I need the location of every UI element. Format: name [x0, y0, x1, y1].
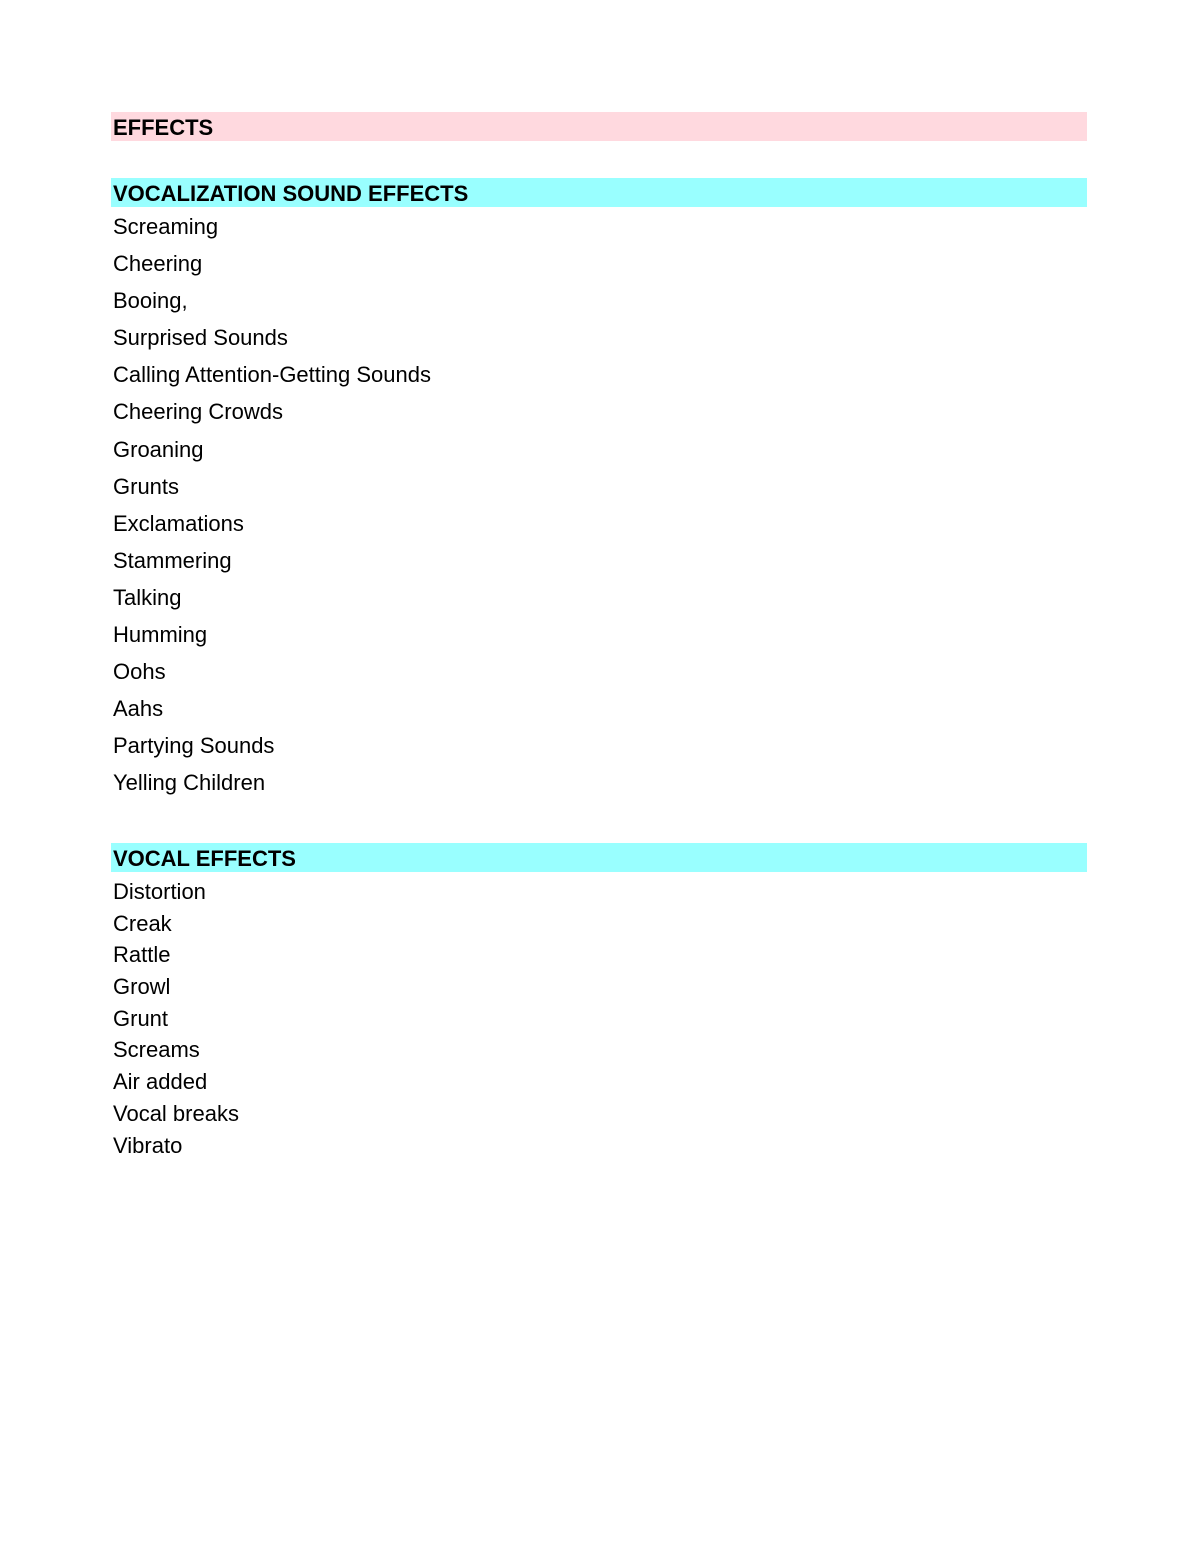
vocal-effects-list — [113, 876, 239, 1161]
list-item: Groaning — [113, 436, 204, 462]
list-item: Exclamations — [113, 510, 244, 536]
list-item: Cheering Crowds — [113, 399, 283, 425]
list-item: Cheering — [113, 251, 203, 277]
list-item: Yelling Children — [113, 770, 266, 796]
list-item: Partying Sounds — [113, 733, 275, 759]
list-item: Distortion — [113, 879, 206, 904]
list-item: Surprised Sounds — [113, 325, 288, 351]
list-item: Calling Attention-Getting Sounds — [113, 362, 431, 388]
list-item: Vibrato — [113, 1132, 183, 1158]
list-item: Vocal breaks — [113, 1100, 239, 1126]
section-heading-vocal-effects: VOCAL EFFECTS — [111, 843, 1087, 872]
list-item: Grunts — [113, 473, 180, 499]
list-item: Creak — [113, 910, 172, 936]
list-item: Oohs — [113, 659, 166, 685]
list-item: Screams — [113, 1037, 200, 1063]
list-item: Stammering — [113, 547, 232, 573]
list-item: Screaming — [113, 214, 219, 239]
list-item: Rattle — [113, 942, 171, 968]
list-item: Humming — [113, 622, 208, 648]
document-title: EFFECTS — [111, 112, 1087, 141]
list-item: Air added — [113, 1069, 208, 1095]
list-item: Growl — [113, 974, 171, 1000]
section-heading-vocalization-sound-effects: VOCALIZATION SOUND EFFECTS — [111, 178, 1087, 207]
vocalization-sound-effects-list — [113, 208, 431, 802]
list-item: Booing, — [113, 288, 188, 314]
list-item: Aahs — [113, 696, 164, 722]
list-item: Grunt — [113, 1005, 169, 1031]
list-item: Talking — [113, 584, 182, 610]
